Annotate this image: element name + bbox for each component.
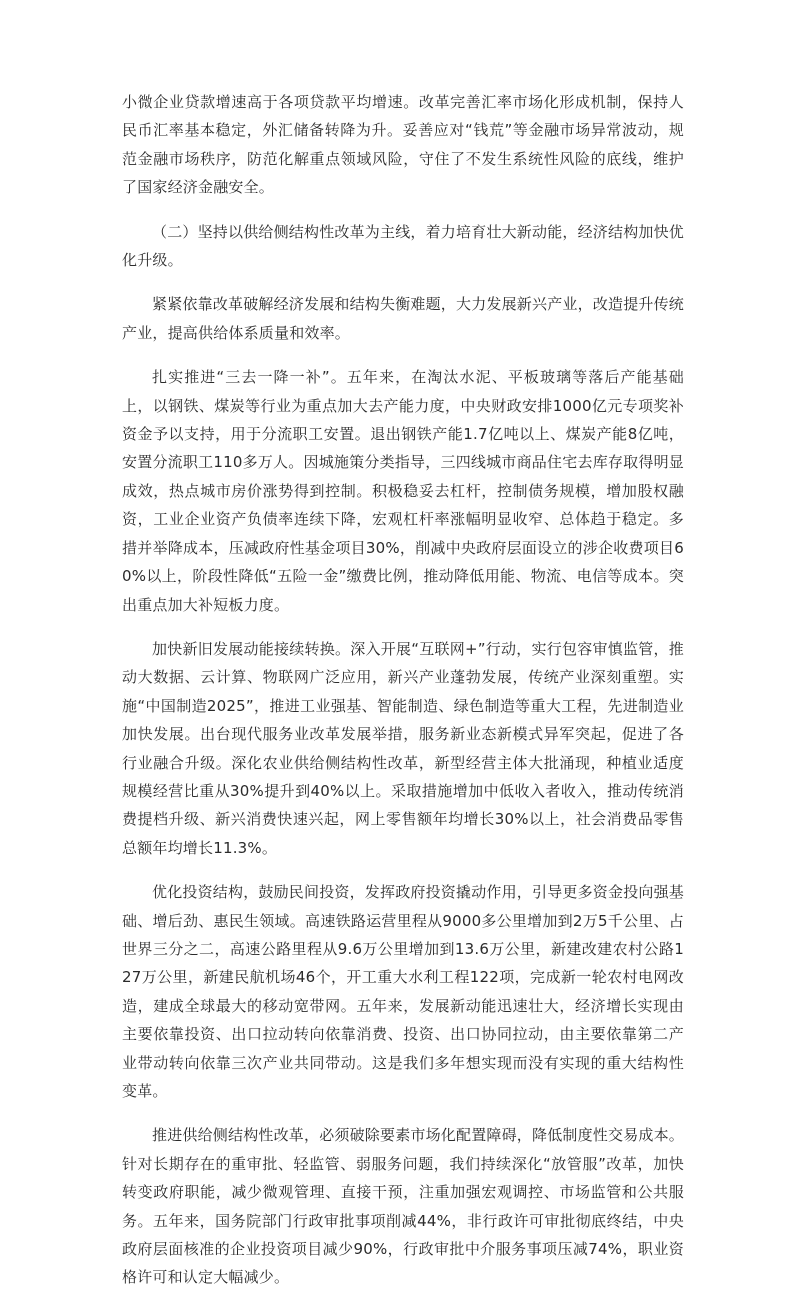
paragraph-3: 紧紧依靠改革破解经济发展和结构失衡难题，大力发展新兴产业，改造提升传统产业，提高供给体系质量和效率。 — [122, 295, 685, 342]
paragraph-5: 加快新旧发展动能接续转换。深入开展“互联网+”行动，实行包容审慎监管，推动大数据、云计算、物联网广泛应用，新兴产业蓬勃发展，传统产业深刻重塑。实施“中国制造2025”，推进工业强基、智能制造、绿色制造等重大工程，先进制造业加快发展。出台现代服务业改革发展举措，服务新业态新模式异军突起，促进了各行业融合升级。深化农业供给侧结构性改革，新型经营主体大批涌现，种植业适度规模经营比重从30%提升到40%以上。采取措施增加中低收入者收入，推动传统消费提档升级、新兴消费快速兴起，网上零售额年均增长30%以上，社会消费品零售总额年均增长11.3%。 — [122, 639, 684, 857]
paragraph-6: 优化投资结构，鼓励民间投资，发挥政府投资撬动作用，引导更多资金投向强基础、增后劲、惠民生领域。高速铁路运营里程从9000多公里增加到2万5千公里、占世界三分之二，高速公路里程从9.6万公里增加到13.6万公里，新建改建农村公路127万公里，新建民航机场46个，开工重大水利工程122项，完成新一轮农村电网改造，建成全球最大的移动宽带网。五年来，发展新动能迅速壮大，经济增长实现由主要依靠投资、出口拉动转向依靠消费、投资、出口协同拉动，由主要依靠第二产业带动转向依靠三次产业共同带动。这是我们多年想实现而没有实现的重大结构性变革。 — [122, 883, 685, 1100]
paragraph-1: 小微企业贷款增速高于各项贷款平均增速。改革完善汇率市场化形成机制，保持人民币汇率基本稳定，外汇储备转降为升。妥善应对“钱荒”等金融市场异常波动，规范金融市场秩序，防范化解重点领域风险，守住了不发生系统性风险的底线，维护了国家经济金融安全。 — [122, 93, 684, 197]
paragraph-7: 推进供给侧结构性改革，必须破除要素市场化配置障碍，降低制度性交易成本。针对长期存在的重审批、轻监管、弱服务问题，我们持续深化“放管服”改革，加快转变政府职能，减少微观管理、直接干预，注重加强宏观调控、市场监管和公共服务。五年来，国务院部门行政审批事项削减44%，非行政许可审批彻底终结，中央政府层面核准的企业投资项目减少90%，行政审批中介服务事项压减74%，职业资格许可和认定大幅减少。 — [122, 1126, 685, 1287]
paragraph-4: 扎实推进“三去一降一补”。五年来，在淘汰水泥、平板玻璃等落后产能基础上，以钢铁、煤炭等行业为重点加大去产能力度，中央财政安排1000亿元专项奖补资金予以支持，用于分流职工安置。退出钢铁产能1.7亿吨以上、煤炭产能8亿吨，安置分流职工110多万人。因城施策分类指导，三四线城市商品住宅去库存取得明显成效，热点城市房价涨势得到控制。积极稳妥去杠杆，控制债务规模，增加股权融资，工业企业资产负债率连续下降，宏观杠杆率涨幅明显收窄、总体趋于稳定。多措并举降成本，压减政府性基金项目30%，削减中央政府层面设立的涉企收费项目60%以上，阶段性降低“五险一金”缴费比例，推动降低用能、物流、电信等成本。突出重点加大补短板力度。 — [122, 368, 684, 614]
document-page — [122, 88, 684, 1292]
section-heading: （二）坚持以供给侧结构性改革为主线，着力培育壮大新动能，经济结构加快优化升级。 — [122, 222, 685, 270]
